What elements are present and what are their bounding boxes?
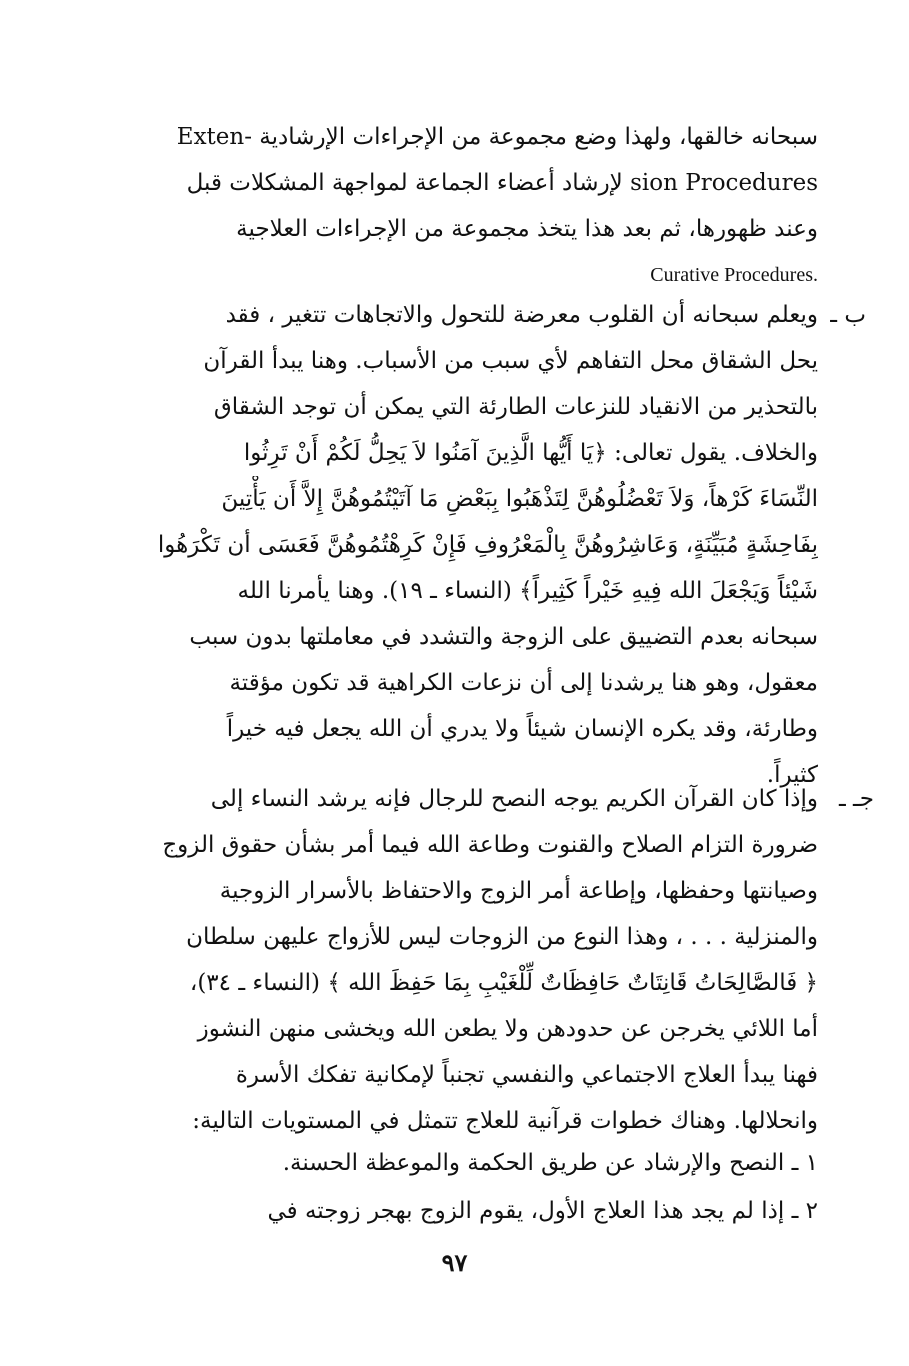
page-number: ٩٧ xyxy=(441,1248,468,1277)
section-b xyxy=(118,292,866,798)
text-line: النِّسَاءَ كَرْهاً، وَلاَ تَعْضُلُوهُنَّ لِتَذْهَبُوا بِبَعْضِ مَا آتَيْتُمُوهُنَّ إِلاَّ أَن يَأْتِينَ xyxy=(221,486,818,512)
text-line: وعند ظهورها، ثم بعد هذا يتخذ مجموعة من الإجراءات العلاجية xyxy=(236,216,818,242)
text-line: ويعلم سبحانه أن القلوب معرضة للتحول والاتجاهات تتغير ، فقد xyxy=(225,302,818,328)
text-line: وصيانتها وحفظها، وإطاعة أمر الزوج والاحتفاظ بالأسرار الزوجية xyxy=(219,878,818,904)
text-line: يحل الشقاق محل التفاهم لأي سبب من الأسباب. وهنا يبدأ القرآن xyxy=(203,348,818,374)
text-line: وطارئة، وقد يكره الإنسان شيئاً ولا يدري أن الله يجعل فيه خيراً xyxy=(226,716,818,742)
text-line: بالتحذير من الانقياد للنزعات الطارئة التي يمكن أن توجد الشقاق xyxy=(213,394,818,420)
text-line: بِفَاحِشَةٍ مُبَيِّنَةٍ، وَعَاشِرُوهُنَّ بِالْمَعْرُوفِ فَإِنْ كَرِهْتُمُوهُنَّ فَعَسَى أن تَكْرَهُوا xyxy=(157,532,818,558)
intro-paragraph xyxy=(118,114,818,298)
text-line: والمنزلية . . . ، وهذا النوع من الزوجات ليس للأزواج عليهن سلطان xyxy=(186,924,818,950)
text-line: .Curative Procedures xyxy=(650,264,818,286)
section-b-marker: ب ـ xyxy=(830,302,866,328)
text-line: شَيْئاً وَيَجْعَلَ الله فِيهِ خَيْراً كَثِيراً﴾ (النساء ـ ١٩). وهنا يأمرنا الله xyxy=(237,578,818,604)
text-line: سبحانه خالقها، ولهذا وضع مجموعة من الإجراءات الإرشادية -Exten xyxy=(176,124,818,150)
text-line: وانحلالها. وهناك خطوات قرآنية للعلاج تتمثل في المستويات التالية: xyxy=(192,1108,818,1134)
text-line: والخلاف. يقول تعالى: ﴿يَا أَيُّها الَّذِينَ آمَنُوا لاَ يَحِلُّ لَكُمْ أَنْ تَرِثُوا xyxy=(243,440,818,466)
section-c-marker: جـ ـ xyxy=(838,786,874,812)
text-line: أما اللائي يخرجن عن حدودهن ولا يطعن الله ويخشى منهن النشوز xyxy=(197,1016,818,1042)
section-c xyxy=(118,776,874,1144)
text-line: وإذا كان القرآن الكريم يوجه النصح للرجال فإنه يرشد النساء إلى xyxy=(210,786,818,812)
text-line: فهنا يبدأ العلاج الاجتماعي والنفسي تجنباً لإمكانية تفكك الأسرة xyxy=(235,1062,818,1088)
text-line: سبحانه بعدم التضييق على الزوجة والتشدد في معاملتها بدون سبب xyxy=(189,624,818,650)
text-line: ضرورة التزام الصلاح والقنوت وطاعة الله فيما أمر بشأن حقوق الزوج xyxy=(162,832,818,858)
list-item: ٢ ـ إذا لم يجد هذا العلاج الأول، يقوم الزوج بهجر زوجته في xyxy=(267,1198,818,1224)
list-item: ١ ـ النصح والإرشاد عن طريق الحكمة والموعظة الحسنة. xyxy=(282,1150,818,1176)
text-line: ﴿ فَالصَّالِحَاتُ قَانِتَاتٌ حَافِظَاتٌ لِّلْغَيْبِ بِمَا حَفِظَ الله ﴾ (النساء ـ ٣٤)، xyxy=(189,970,818,996)
text-line: كثيراً. xyxy=(766,762,818,788)
text-line: sion Procedures لإرشاد أعضاء الجماعة لمواجهة المشكلات قبل xyxy=(186,170,818,196)
text-line: معقول، وهو هنا يرشدنا إلى أن نزعات الكراهية قد تكون مؤقتة xyxy=(229,670,818,696)
steps-list xyxy=(118,1140,818,1234)
